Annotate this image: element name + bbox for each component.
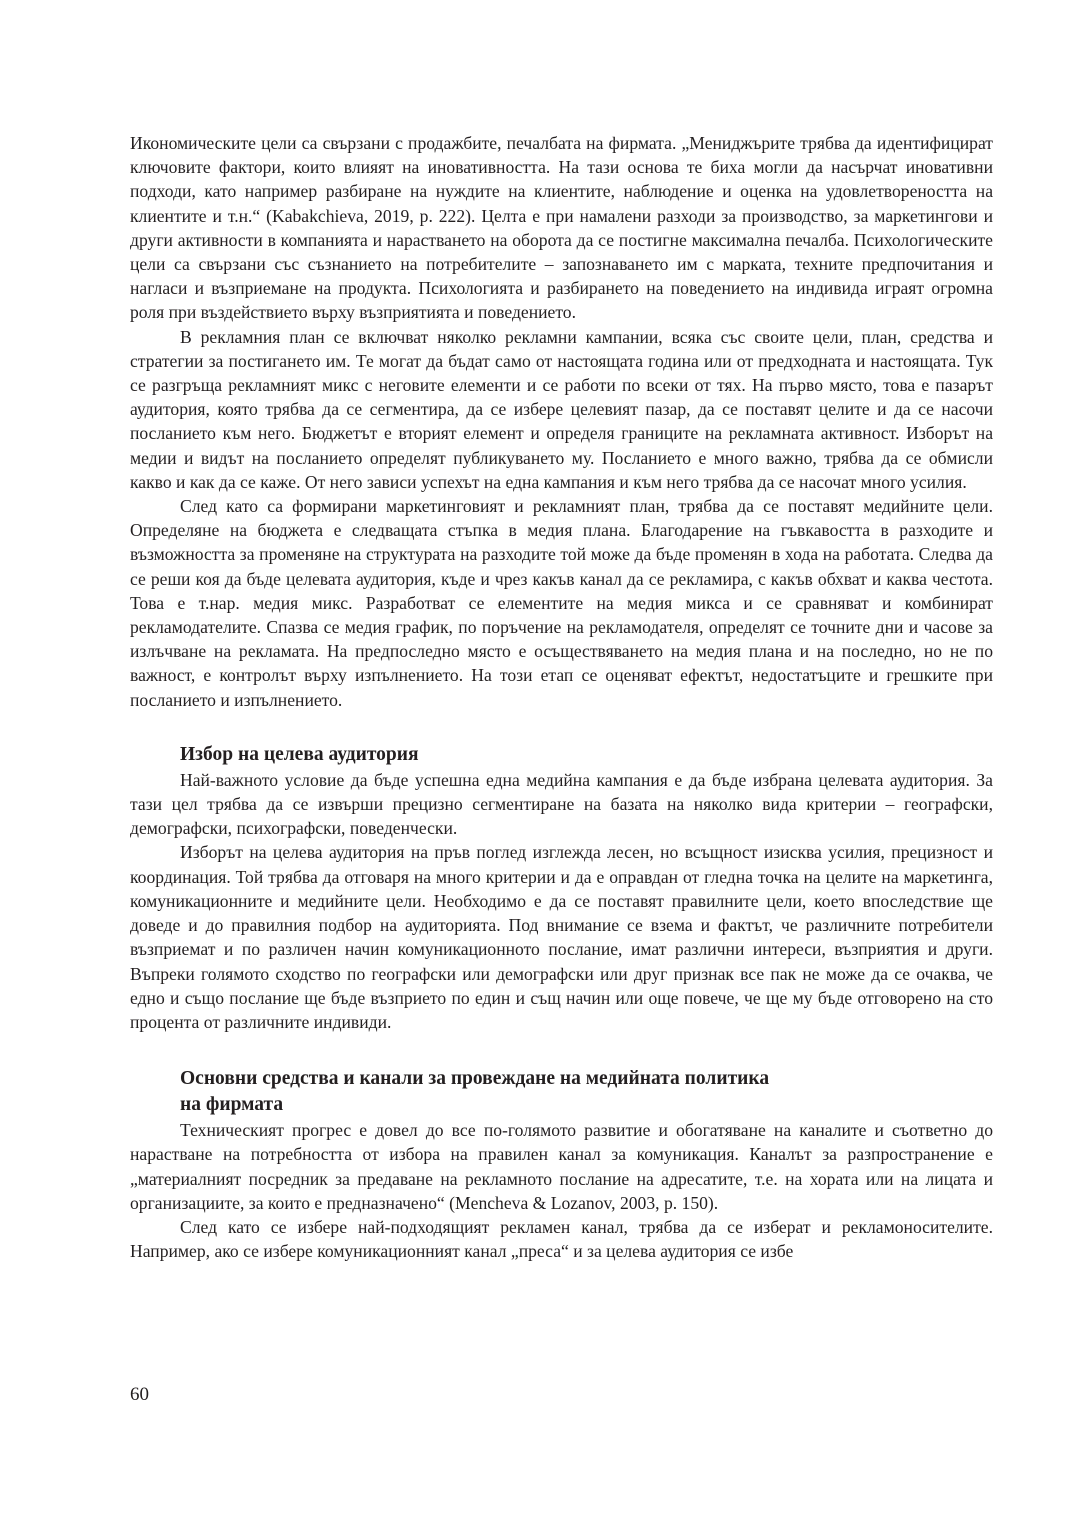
section-heading-target-audience: Избор на целева аудитория — [180, 743, 419, 765]
paragraph-media-goals: След като са формирани маркетинговият и рекламният план, трябва да се поставят медийните цели. Определяне на бюджета е следващата стъпка в медия плана. Благодарение на гъвкавостта в разходите и възможността за променяне на структурата на разходите той може да бъде променян в хода на работата. Следва да се реши коя да бъде целевата аудитория, къде и чрез какъв канал да се рекламира, с какъв обхват и каква честота. Това е т.нар. медия микс. Разработват се елементите на медия микса и се сравняват и комбинират рекламодателите. Спазва се медия график, по поръчение на рекламодателя, определят се точните дни и часове за излъчване на рекламата. На предпоследно място е осъществяването на медия плана и на последно, но не по важност, е контролът върху изпълнението. На този етап се оценяват ефектът, недостатъците и грешките при посланието и изпълнението. — [130, 496, 993, 710]
page-number: 60 — [130, 1384, 149, 1405]
paragraph-economic-goals: Икономическите цели са свързани с продажбите, печалбата на фирмата. „Мениджърите трябва да идентифицират ключовите фактори, които влияят на иновативността. На тази основа те биха могли да насърчат иновативни подходи, като например разбиране на нуждите на клиентите, наблюдение и оценка на удовлетвореността на клиентите и т.н.“ (Kabakchieva, 2019, p. 222). Целта е при намалени разходи за производство, за маркетингови и други активности в компанията и нарастването на оборота да се постигне максимална печалба. Психологическите цели са свързани със съзнанието на потребителите – запознаването им с марката, техните предпочитания и нагласи и възприемане на продукта. Психологията и разбирането на поведението на индивида играят огромна роля при въздействието върху възприятията и поведението. — [130, 133, 993, 323]
paragraph-target-audience-condition: Най-важното условие да бъде успешна една медийна кампания е да бъде избрана целевата аудитория. За тази цел трябва да се извърши прецизно сегментиране на базата на няколко вида критерии – географски, демографски, психографски, поведенчески. — [130, 769, 993, 839]
paragraph-advertising-plan: В рекламния план се включват няколко рекламни кампании, всяка със своите цели, план, средства и стратегии за постигането им. Те могат да бъдат само от настоящата година или от предходната и настоящата. Тук се разгръща рекламният микс с неговите елементи и се работи по всеки от тях. На първо място, това е пазарът аудитория, която трябва да се сегментира, да се избере целевият пазар, да се поставят целите и да се насочи посланието към него. Бюджетът е вторият елемент и определя границите на рекламната активност. Изборът на медии и видът на посланието определят публикуването му. Посланието е много важно, трябва да се обмисли какво и как да се каже. От него зависи успехът на една кампания и към него трябва да се насочат много усилия. — [130, 326, 993, 492]
paragraph-ad-carriers: След като се избере най-подходящият рекламен канал, трябва да се изберат и рекламоносителите. Например, ако се избере комуникационният канал „преса“ и за целева аудитория се избе — [130, 1216, 993, 1262]
section-heading-media-channels — [130, 1066, 993, 1118]
section-heading-line-2: на фирмата — [180, 1094, 284, 1116]
paragraph-technical-progress: Техническият прогрес е довел до все по-голямото развитие и обогатяване на каналите и съответно до нарастване на потребността от избора на правилен канал за комуникация. Каналът за разпространение е „материалният посредник за предаване на рекламното послание на адресатите, т.е. на хората или на лицата и организациите, за които е предназначено“ (Mencheva & Lozanov, 2003, p. 150). — [130, 1120, 993, 1213]
page-body — [130, 131, 993, 1263]
section-spacer — [130, 1034, 993, 1066]
section-spacer — [130, 712, 993, 742]
paragraph-target-audience-choice: Изборът на целева аудитория на пръв поглед изглежда лесен, но всъщност изисква усилия, прецизност и координация. Той трябва да отговаря на много критерии и да е оправдан от гледна точка на целите на маркетинга, комуникационните и медийните цели. Необходимо е да се поставят правилните цели, което впоследствие ще доведе и до правилния подбор на аудиторията. Под внимание се взема и фактът, че различните потребители възприемат и по различен начин комуникационното послание, имат различни интереси, възприятия и други. Въпреки голямото сходство по географски или демографски или друг признак все пак не може да се очаква, че едно и също послание ще бъде възприето по един и същ начин или още повече, че ще му бъде отговорено на сто процента от различните индивиди. — [130, 842, 993, 1032]
section-heading-line-1: Основни средства и канали за провеждане на медийната политика — [180, 1068, 770, 1090]
